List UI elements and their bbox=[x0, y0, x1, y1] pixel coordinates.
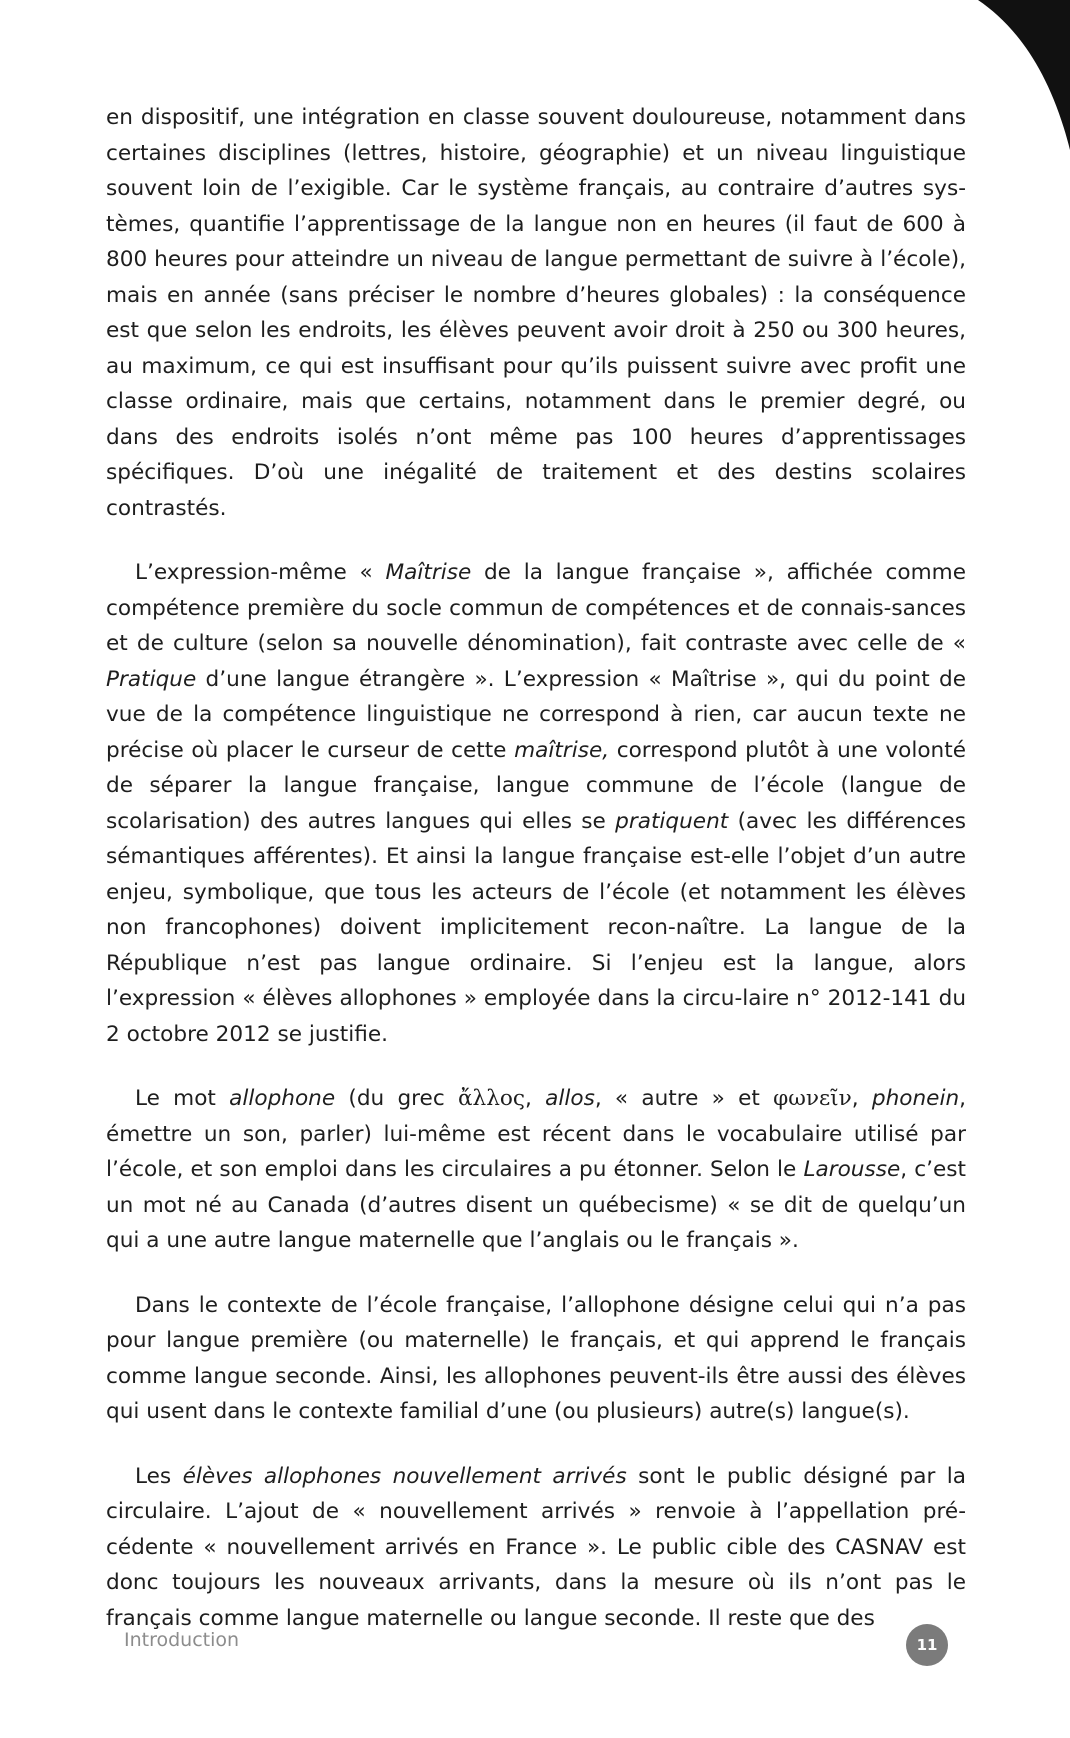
text-segment: , émettre un son, parler) lui-même est récent dans le vocabulaire utilisé par l’école, et son emploi dans les circulaires a pu étonner. Selon le bbox=[106, 1086, 967, 1182]
greek-word: ἄλλος bbox=[457, 1086, 526, 1111]
text-segment: de la langue française », affichée comme compétence première du socle commun de compétences et de connais-sances et de culture (selon sa nouvelle dénomination), fait contraste avec celle de « bbox=[106, 560, 966, 656]
italic-text: Maîtrise bbox=[385, 560, 472, 585]
paragraph bbox=[106, 1459, 966, 1637]
text-segment: sont le public désigné par la circulaire. L’ajout de « nouvellement arrivés » renvoie à l’appellation pré-cédente « nouvellement arrivés en France ». Le public cible des CASNAV est donc toujours les nouveaux arrivants, dans la mesure où ils n’ont pas le français comme langue maternelle ou langue seconde. Il reste que des bbox=[106, 1463, 966, 1631]
greek-word: φωνεῖν bbox=[773, 1086, 852, 1111]
corner-decoration bbox=[970, 0, 1070, 160]
text-segment: , bbox=[525, 1086, 546, 1111]
paragraph bbox=[106, 1288, 966, 1430]
italic-text: Pratique bbox=[106, 666, 197, 692]
paragraph bbox=[106, 1081, 966, 1259]
body-text bbox=[106, 100, 966, 1665]
text-segment: d’une langue étrangère ». L’expression « Maîtrise », qui du point de vue de la compétence linguistique ne correspond à rien, car aucun texte ne précise où placer le curseur de cette bbox=[106, 666, 966, 763]
text-segment: L’expression-même « bbox=[135, 560, 386, 585]
paragraph bbox=[106, 555, 966, 1052]
text-segment: Dans le contexte de l’école française, l’allophone désigne celui qui n’a pas pour langue première (ou maternelle) le français, et qui apprend le français comme langue seconde. Ainsi, les allophones peuvent-ils être aussi des élèves qui usent dans le contexte familial d’une (ou plusieurs) autre(s) langue(s). bbox=[106, 1292, 966, 1424]
section-label: Introduction bbox=[124, 1629, 240, 1651]
text-segment: (avec les différences sémantiques afférentes). Et ainsi la langue française est-elle l’objet d’un autre enjeu, symbolique, que tous les acteurs de l’école (et notamment les élèves non francophones) doivent implicitement recon-naître. La langue de la République n’est pas langue ordinaire. Si l’enjeu est la langue, alors l’expression « élèves allophones » employée dans la circu-laire n° 2012-141 du 2 octobre 2012 se justifie. bbox=[106, 808, 966, 1047]
italic-text: Larousse bbox=[803, 1157, 901, 1182]
italic-text: allophone bbox=[229, 1086, 336, 1111]
italic-text: phonein bbox=[871, 1086, 960, 1111]
italic-text: élèves allophones nouvellement arrivés bbox=[182, 1463, 627, 1489]
text-segment: Le mot bbox=[135, 1086, 230, 1111]
text-segment: en dispositif, une intégration en classe souvent douloureuse, notamment dans certaines disciplines (lettres, histoire, géographie) et un niveau linguistique souvent loin de l’exigible. Car le système français, au contraire d’autres sys-tèmes, quantifie l’apprentissage de la langue non en heures (il faut de 600 à 800 heures pour atteindre un niveau de langue permettant de suivre à l’école), mais en année (sans préciser le nombre d’heures globales) : la conséquence est que selon les endroits, les élèves peuvent avoir droit à 250 ou 300 heures, au maximum, ce qui est insuffisant pour qu’ils puissent suivre avec profit une classe ordinaire, mais que certains, notamment dans le premier degré, ou dans des endroits isolés n’ont même pas 100 heures d’apprentissages spécifiques. D’où une inégalité de traitement et des destins scolaires contrastés. bbox=[106, 105, 966, 521]
text-segment: , c’est un mot né au Canada (d’autres disent un québecisme) « se dit de quelqu’un qui a une autre langue maternelle que l’anglais ou le français ». bbox=[106, 1157, 966, 1253]
text-segment: Les bbox=[135, 1463, 183, 1489]
paragraph bbox=[106, 100, 966, 526]
italic-text: maîtrise, bbox=[514, 737, 610, 763]
page-number-badge: 11 bbox=[906, 1624, 948, 1666]
italic-text: pratiquent bbox=[615, 808, 729, 834]
text-segment: correspond plutôt à une volonté de séparer la langue française, langue commune de l’école (langue de scolarisation) des autres langues qui elles se bbox=[106, 737, 966, 834]
text-segment: (du grec bbox=[335, 1086, 458, 1111]
text-segment: , bbox=[851, 1086, 872, 1111]
text-segment: , « autre » et bbox=[594, 1086, 774, 1111]
italic-text: allos bbox=[545, 1086, 595, 1111]
